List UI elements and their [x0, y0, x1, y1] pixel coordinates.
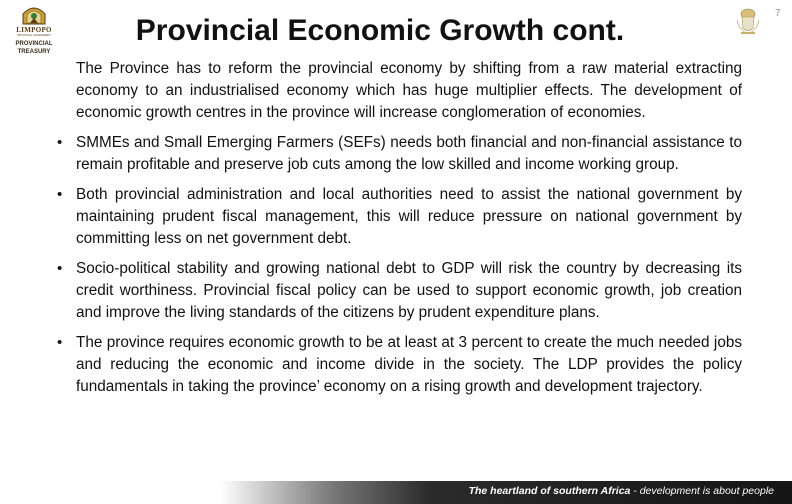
logo-wordmark: LIMPOPO	[16, 26, 52, 34]
logo-subtitle: PROVINCIAL GOVERNMENT	[17, 34, 51, 37]
limpopo-crest-icon	[19, 4, 49, 26]
bullet-marker: •	[57, 186, 63, 203]
bullet-text: SMMEs and Small Emerging Farmers (SEFs) needs both financial and non-financial assistance to remain profitable and preserve job cuts among the low skilled and income working group.	[76, 134, 742, 173]
provincial-treasury-logo	[4, 4, 64, 54]
bullet-marker: •	[57, 334, 63, 351]
logo-department: PROVINCIAL TREASURY	[15, 41, 53, 55]
footer-banner	[0, 481, 792, 504]
bullet-text: Both provincial administration and local authorities need to assist the national government by maintaining prudent fiscal management, this will reduce pressure on national government by committing less on net government debt.	[76, 186, 742, 247]
footer-slogan	[469, 485, 774, 497]
bullet-item	[52, 258, 742, 324]
footer-brand: The heartland of southern Africa	[468, 485, 631, 497]
bullet-item	[52, 184, 742, 250]
bullet-text: The province requires economic growth to be at least at 3 percent to create the much needed jobs and reducing the economic and income divide in the society. The LDP provides the policy fundamentals in taking the province’ economy on a rising growth and development trajectory.	[76, 334, 742, 395]
bullet-item	[52, 58, 742, 124]
bullet-list	[52, 58, 742, 406]
bullet-text: Socio-political stability and growing national debt to GDP will risk the country by decreasing its credit worthiness. Provincial fiscal policy can be used to support economic growth, job creation and improve the living standards of the citizens by prudent expenditure plans.	[76, 260, 742, 321]
slide-title: Provincial Economic Growth cont.	[135, 14, 625, 47]
bullet-marker: •	[57, 260, 63, 277]
coat-of-arms-icon	[733, 6, 763, 36]
page-number: 7	[775, 8, 781, 19]
bullet-item	[52, 332, 742, 398]
bullet-item	[52, 132, 742, 176]
bullet-text: The Province has to reform the provincial economy by shifting from a raw material extracting economy to an industrialised economy which has huge multiplier effects. The development of economic growth centres in the province will increase conglomeration of economies.	[76, 60, 742, 121]
footer-tagline: - development is about people	[630, 485, 774, 497]
bullet-marker: •	[57, 134, 63, 151]
